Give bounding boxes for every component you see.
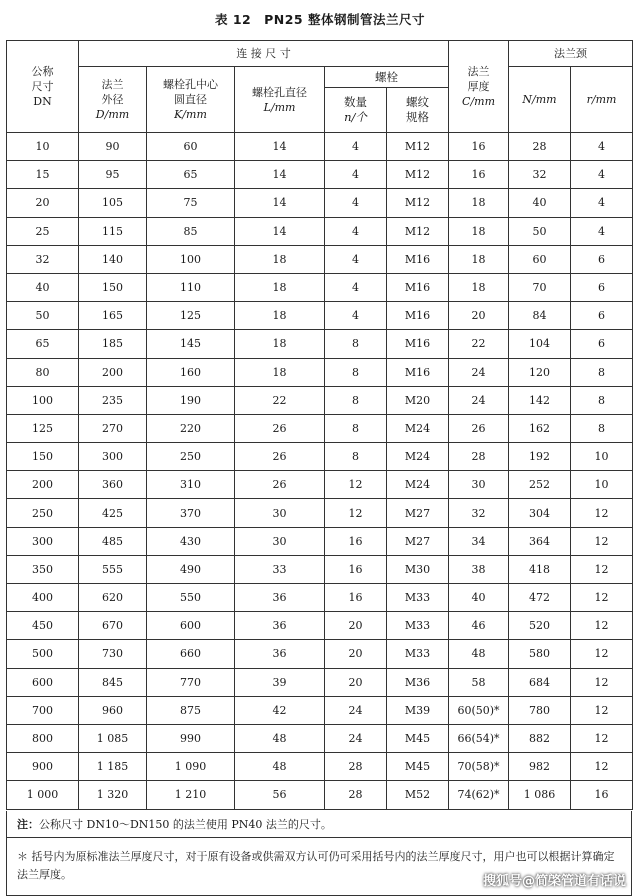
cell-thickness: 24 bbox=[449, 386, 509, 414]
cell-neck-n: 418 bbox=[509, 555, 571, 583]
cell-neck-r: 8 bbox=[571, 386, 633, 414]
cell-dn: 50 bbox=[7, 302, 79, 330]
table-row bbox=[7, 612, 633, 640]
cell-bolt-qty: 4 bbox=[325, 189, 387, 217]
cell-dn: 450 bbox=[7, 612, 79, 640]
cell-bolt-circle: 660 bbox=[147, 640, 235, 668]
cell-neck-r: 8 bbox=[571, 358, 633, 386]
cell-bolt-thread: M12 bbox=[387, 217, 449, 245]
cell-thickness: 26 bbox=[449, 414, 509, 442]
cell-bolt-circle: 310 bbox=[147, 471, 235, 499]
watermark: 搜狐号@简棨管道有话说 bbox=[482, 874, 626, 889]
cell-bolt-hole: 36 bbox=[235, 612, 325, 640]
cell-bolt-thread: M16 bbox=[387, 273, 449, 301]
cell-flange-od: 165 bbox=[79, 302, 147, 330]
table-row bbox=[7, 753, 633, 781]
cell-bolt-circle: 1 210 bbox=[147, 781, 235, 809]
cell-bolt-hole: 18 bbox=[235, 245, 325, 273]
cell-flange-od: 300 bbox=[79, 443, 147, 471]
cell-bolt-qty: 16 bbox=[325, 555, 387, 583]
table-row bbox=[7, 273, 633, 301]
cell-bolt-thread: M39 bbox=[387, 696, 449, 724]
cell-thickness: 16 bbox=[449, 133, 509, 161]
cell-bolt-thread: M16 bbox=[387, 330, 449, 358]
cell-neck-n: 162 bbox=[509, 414, 571, 442]
cell-bolt-qty: 8 bbox=[325, 330, 387, 358]
table-title bbox=[0, 10, 640, 28]
cell-bolt-hole: 26 bbox=[235, 414, 325, 442]
cell-bolt-thread: M33 bbox=[387, 640, 449, 668]
table-row bbox=[7, 358, 633, 386]
cell-thickness: 28 bbox=[449, 443, 509, 471]
cell-bolt-hole: 18 bbox=[235, 302, 325, 330]
table-row bbox=[7, 499, 633, 527]
cell-bolt-thread: M33 bbox=[387, 584, 449, 612]
cell-flange-od: 200 bbox=[79, 358, 147, 386]
cell-neck-r: 8 bbox=[571, 414, 633, 442]
header-neck-r: r/mm bbox=[571, 67, 633, 133]
cell-bolt-hole: 14 bbox=[235, 133, 325, 161]
cell-flange-od: 960 bbox=[79, 696, 147, 724]
cell-bolt-hole: 39 bbox=[235, 668, 325, 696]
footnote: ＊ 括号内为原标准法兰厚度尺寸，对于原有设备或供需双方认可仍可采用括号内的法兰厚度尺寸，用户也可以根据计算确定法兰厚度。 bbox=[6, 838, 632, 896]
cell-bolt-circle: 60 bbox=[147, 133, 235, 161]
cell-dn: 40 bbox=[7, 273, 79, 301]
cell-dn: 20 bbox=[7, 189, 79, 217]
cell-neck-r: 6 bbox=[571, 302, 633, 330]
cell-neck-r: 12 bbox=[571, 499, 633, 527]
cell-neck-r: 16 bbox=[571, 781, 633, 809]
table-row bbox=[7, 668, 633, 696]
table-row bbox=[7, 189, 633, 217]
cell-neck-r: 12 bbox=[571, 612, 633, 640]
table-row bbox=[7, 414, 633, 442]
cell-neck-n: 192 bbox=[509, 443, 571, 471]
cell-thickness: 30 bbox=[449, 471, 509, 499]
cell-bolt-circle: 370 bbox=[147, 499, 235, 527]
cell-bolt-hole: 18 bbox=[235, 358, 325, 386]
cell-flange-od: 270 bbox=[79, 414, 147, 442]
cell-neck-r: 12 bbox=[571, 696, 633, 724]
cell-bolt-thread: M24 bbox=[387, 471, 449, 499]
cell-bolt-circle: 190 bbox=[147, 386, 235, 414]
cell-dn: 800 bbox=[7, 724, 79, 752]
header-neck: 法兰颈 bbox=[509, 41, 633, 67]
header-bolt-group bbox=[325, 67, 449, 133]
cell-bolt-circle: 490 bbox=[147, 555, 235, 583]
cell-dn: 600 bbox=[7, 668, 79, 696]
cell-bolt-thread: M45 bbox=[387, 724, 449, 752]
cell-bolt-hole: 48 bbox=[235, 724, 325, 752]
cell-dn: 1 000 bbox=[7, 781, 79, 809]
cell-bolt-circle: 250 bbox=[147, 443, 235, 471]
cell-flange-od: 670 bbox=[79, 612, 147, 640]
header-bolt-hole: 螺栓孔直径 L/mm bbox=[235, 67, 325, 133]
cell-neck-r: 4 bbox=[571, 161, 633, 189]
cell-neck-n: 252 bbox=[509, 471, 571, 499]
cell-bolt-circle: 770 bbox=[147, 668, 235, 696]
cell-flange-od: 845 bbox=[79, 668, 147, 696]
cell-flange-od: 620 bbox=[79, 584, 147, 612]
cell-neck-r: 12 bbox=[571, 527, 633, 555]
cell-dn: 300 bbox=[7, 527, 79, 555]
cell-thickness: 32 bbox=[449, 499, 509, 527]
cell-bolt-hole: 22 bbox=[235, 386, 325, 414]
cell-neck-r: 4 bbox=[571, 189, 633, 217]
cell-neck-r: 10 bbox=[571, 443, 633, 471]
cell-flange-od: 730 bbox=[79, 640, 147, 668]
cell-bolt-circle: 990 bbox=[147, 724, 235, 752]
cell-neck-n: 142 bbox=[509, 386, 571, 414]
cell-neck-n: 120 bbox=[509, 358, 571, 386]
cell-neck-r: 12 bbox=[571, 640, 633, 668]
cell-neck-r: 12 bbox=[571, 555, 633, 583]
cell-neck-r: 10 bbox=[571, 471, 633, 499]
cell-bolt-thread: M12 bbox=[387, 133, 449, 161]
cell-bolt-qty: 4 bbox=[325, 133, 387, 161]
cell-neck-n: 580 bbox=[509, 640, 571, 668]
header-bolt-circle: 螺栓孔中心 圆直径 K/mm bbox=[147, 67, 235, 133]
note: 注：公称尺寸 DN10～DN150 的法兰使用 PN40 法兰的尺寸。 bbox=[6, 811, 632, 838]
cell-dn: 32 bbox=[7, 245, 79, 273]
cell-bolt-circle: 65 bbox=[147, 161, 235, 189]
cell-bolt-hole: 18 bbox=[235, 330, 325, 358]
cell-bolt-circle: 110 bbox=[147, 273, 235, 301]
cell-thickness: 18 bbox=[449, 189, 509, 217]
cell-bolt-hole: 56 bbox=[235, 781, 325, 809]
cell-flange-od: 150 bbox=[79, 273, 147, 301]
cell-flange-od: 90 bbox=[79, 133, 147, 161]
cell-thickness: 40 bbox=[449, 584, 509, 612]
cell-bolt-thread: M20 bbox=[387, 386, 449, 414]
cell-bolt-qty: 4 bbox=[325, 161, 387, 189]
cell-bolt-thread: M12 bbox=[387, 189, 449, 217]
table-number: 表 12 bbox=[215, 12, 252, 27]
header-thickness: 法兰 厚度 C/mm bbox=[449, 41, 509, 133]
cell-thickness: 48 bbox=[449, 640, 509, 668]
cell-dn: 900 bbox=[7, 753, 79, 781]
cell-bolt-qty: 8 bbox=[325, 443, 387, 471]
cell-neck-n: 60 bbox=[509, 245, 571, 273]
header-dn: 公称 尺寸 DN bbox=[7, 41, 79, 133]
table-row bbox=[7, 302, 633, 330]
cell-bolt-qty: 16 bbox=[325, 527, 387, 555]
cell-flange-od: 95 bbox=[79, 161, 147, 189]
cell-thickness: 24 bbox=[449, 358, 509, 386]
cell-bolt-circle: 100 bbox=[147, 245, 235, 273]
cell-bolt-circle: 1 090 bbox=[147, 753, 235, 781]
table-body bbox=[7, 133, 633, 810]
cell-flange-od: 425 bbox=[79, 499, 147, 527]
cell-neck-r: 6 bbox=[571, 245, 633, 273]
cell-flange-od: 185 bbox=[79, 330, 147, 358]
cell-bolt-thread: M27 bbox=[387, 499, 449, 527]
cell-bolt-hole: 18 bbox=[235, 273, 325, 301]
cell-neck-r: 12 bbox=[571, 584, 633, 612]
cell-bolt-circle: 875 bbox=[147, 696, 235, 724]
cell-bolt-qty: 4 bbox=[325, 217, 387, 245]
cell-neck-n: 32 bbox=[509, 161, 571, 189]
header-neck-n: N/mm bbox=[509, 67, 571, 133]
cell-bolt-circle: 160 bbox=[147, 358, 235, 386]
table-row bbox=[7, 217, 633, 245]
cell-bolt-thread: M30 bbox=[387, 555, 449, 583]
cell-thickness: 22 bbox=[449, 330, 509, 358]
cell-thickness: 18 bbox=[449, 245, 509, 273]
cell-bolt-thread: M33 bbox=[387, 612, 449, 640]
cell-flange-od: 360 bbox=[79, 471, 147, 499]
cell-neck-n: 1 086 bbox=[509, 781, 571, 809]
cell-thickness: 20 bbox=[449, 302, 509, 330]
cell-bolt-thread: M12 bbox=[387, 161, 449, 189]
cell-dn: 400 bbox=[7, 584, 79, 612]
cell-neck-n: 50 bbox=[509, 217, 571, 245]
cell-neck-n: 472 bbox=[509, 584, 571, 612]
cell-neck-r: 6 bbox=[571, 330, 633, 358]
cell-bolt-circle: 600 bbox=[147, 612, 235, 640]
table-row bbox=[7, 161, 633, 189]
cell-thickness: 46 bbox=[449, 612, 509, 640]
table-row bbox=[7, 584, 633, 612]
table-row bbox=[7, 133, 633, 161]
cell-bolt-circle: 220 bbox=[147, 414, 235, 442]
table-title-text: PN25 整体钢制管法兰尺寸 bbox=[264, 12, 425, 27]
cell-flange-od: 140 bbox=[79, 245, 147, 273]
cell-bolt-hole: 14 bbox=[235, 189, 325, 217]
cell-bolt-circle: 125 bbox=[147, 302, 235, 330]
cell-neck-n: 982 bbox=[509, 753, 571, 781]
cell-bolt-thread: M16 bbox=[387, 358, 449, 386]
cell-dn: 125 bbox=[7, 414, 79, 442]
cell-thickness: 18 bbox=[449, 217, 509, 245]
cell-bolt-hole: 30 bbox=[235, 499, 325, 527]
cell-bolt-qty: 20 bbox=[325, 612, 387, 640]
cell-bolt-hole: 14 bbox=[235, 217, 325, 245]
cell-dn: 500 bbox=[7, 640, 79, 668]
cell-bolt-qty: 28 bbox=[325, 753, 387, 781]
cell-neck-r: 4 bbox=[571, 217, 633, 245]
cell-neck-n: 364 bbox=[509, 527, 571, 555]
cell-thickness: 66(54)* bbox=[449, 724, 509, 752]
cell-dn: 65 bbox=[7, 330, 79, 358]
cell-neck-r: 12 bbox=[571, 668, 633, 696]
cell-thickness: 38 bbox=[449, 555, 509, 583]
cell-bolt-qty: 8 bbox=[325, 358, 387, 386]
table-row bbox=[7, 640, 633, 668]
table-row bbox=[7, 696, 633, 724]
cell-dn: 80 bbox=[7, 358, 79, 386]
cell-bolt-qty: 4 bbox=[325, 302, 387, 330]
cell-thickness: 60(50)* bbox=[449, 696, 509, 724]
cell-thickness: 70(58)* bbox=[449, 753, 509, 781]
cell-neck-n: 28 bbox=[509, 133, 571, 161]
cell-dn: 10 bbox=[7, 133, 79, 161]
cell-bolt-hole: 30 bbox=[235, 527, 325, 555]
cell-dn: 100 bbox=[7, 386, 79, 414]
table-row bbox=[7, 724, 633, 752]
cell-neck-r: 12 bbox=[571, 753, 633, 781]
cell-bolt-qty: 8 bbox=[325, 414, 387, 442]
cell-bolt-qty: 24 bbox=[325, 696, 387, 724]
cell-neck-n: 882 bbox=[509, 724, 571, 752]
cell-dn: 250 bbox=[7, 499, 79, 527]
table-row bbox=[7, 471, 633, 499]
cell-bolt-qty: 28 bbox=[325, 781, 387, 809]
cell-bolt-circle: 75 bbox=[147, 189, 235, 217]
cell-bolt-qty: 8 bbox=[325, 386, 387, 414]
cell-bolt-hole: 26 bbox=[235, 471, 325, 499]
header-connection: 连 接 尺 寸 bbox=[79, 41, 449, 67]
table-row bbox=[7, 555, 633, 583]
table-row bbox=[7, 781, 633, 809]
cell-dn: 350 bbox=[7, 555, 79, 583]
table-row bbox=[7, 443, 633, 471]
table-row bbox=[7, 386, 633, 414]
cell-bolt-hole: 14 bbox=[235, 161, 325, 189]
cell-dn: 25 bbox=[7, 217, 79, 245]
cell-bolt-thread: M24 bbox=[387, 414, 449, 442]
cell-neck-n: 520 bbox=[509, 612, 571, 640]
cell-neck-n: 70 bbox=[509, 273, 571, 301]
cell-bolt-qty: 20 bbox=[325, 640, 387, 668]
cell-neck-r: 6 bbox=[571, 273, 633, 301]
cell-bolt-thread: M27 bbox=[387, 527, 449, 555]
cell-bolt-hole: 48 bbox=[235, 753, 325, 781]
cell-dn: 700 bbox=[7, 696, 79, 724]
cell-flange-od: 485 bbox=[79, 527, 147, 555]
cell-neck-n: 104 bbox=[509, 330, 571, 358]
cell-flange-od: 1 185 bbox=[79, 753, 147, 781]
cell-dn: 15 bbox=[7, 161, 79, 189]
header-bolt: 螺栓 bbox=[325, 67, 448, 88]
cell-neck-n: 304 bbox=[509, 499, 571, 527]
cell-bolt-qty: 12 bbox=[325, 499, 387, 527]
cell-bolt-qty: 4 bbox=[325, 245, 387, 273]
cell-neck-r: 12 bbox=[571, 724, 633, 752]
cell-thickness: 58 bbox=[449, 668, 509, 696]
cell-flange-od: 1 320 bbox=[79, 781, 147, 809]
cell-neck-n: 40 bbox=[509, 189, 571, 217]
cell-bolt-qty: 4 bbox=[325, 273, 387, 301]
cell-bolt-thread: M52 bbox=[387, 781, 449, 809]
cell-bolt-hole: 26 bbox=[235, 443, 325, 471]
cell-bolt-thread: M36 bbox=[387, 668, 449, 696]
cell-flange-od: 555 bbox=[79, 555, 147, 583]
table-row bbox=[7, 527, 633, 555]
cell-bolt-circle: 430 bbox=[147, 527, 235, 555]
cell-thickness: 74(62)* bbox=[449, 781, 509, 809]
cell-bolt-circle: 550 bbox=[147, 584, 235, 612]
flange-dimension-table bbox=[6, 40, 633, 810]
cell-bolt-thread: M45 bbox=[387, 753, 449, 781]
header-bolt-qty: 数量 n/个 bbox=[325, 88, 387, 132]
cell-bolt-circle: 145 bbox=[147, 330, 235, 358]
cell-neck-n: 780 bbox=[509, 696, 571, 724]
cell-bolt-qty: 24 bbox=[325, 724, 387, 752]
cell-flange-od: 1 085 bbox=[79, 724, 147, 752]
header-flange-od: 法兰 外径 D/mm bbox=[79, 67, 147, 133]
cell-bolt-thread: M16 bbox=[387, 245, 449, 273]
cell-flange-od: 105 bbox=[79, 189, 147, 217]
cell-neck-n: 684 bbox=[509, 668, 571, 696]
cell-neck-r: 4 bbox=[571, 133, 633, 161]
cell-thickness: 16 bbox=[449, 161, 509, 189]
cell-bolt-hole: 42 bbox=[235, 696, 325, 724]
cell-neck-n: 84 bbox=[509, 302, 571, 330]
cell-bolt-circle: 85 bbox=[147, 217, 235, 245]
table-row bbox=[7, 245, 633, 273]
cell-bolt-thread: M16 bbox=[387, 302, 449, 330]
cell-bolt-qty: 16 bbox=[325, 584, 387, 612]
table-row bbox=[7, 330, 633, 358]
cell-thickness: 18 bbox=[449, 273, 509, 301]
cell-thickness: 34 bbox=[449, 527, 509, 555]
cell-flange-od: 115 bbox=[79, 217, 147, 245]
cell-dn: 150 bbox=[7, 443, 79, 471]
header-bolt-thread: 螺纹 规格 bbox=[406, 95, 430, 124]
cell-flange-od: 235 bbox=[79, 386, 147, 414]
cell-bolt-qty: 20 bbox=[325, 668, 387, 696]
cell-bolt-thread: M24 bbox=[387, 443, 449, 471]
cell-bolt-hole: 36 bbox=[235, 584, 325, 612]
cell-bolt-hole: 36 bbox=[235, 640, 325, 668]
cell-bolt-qty: 12 bbox=[325, 471, 387, 499]
cell-dn: 200 bbox=[7, 471, 79, 499]
cell-bolt-hole: 33 bbox=[235, 555, 325, 583]
